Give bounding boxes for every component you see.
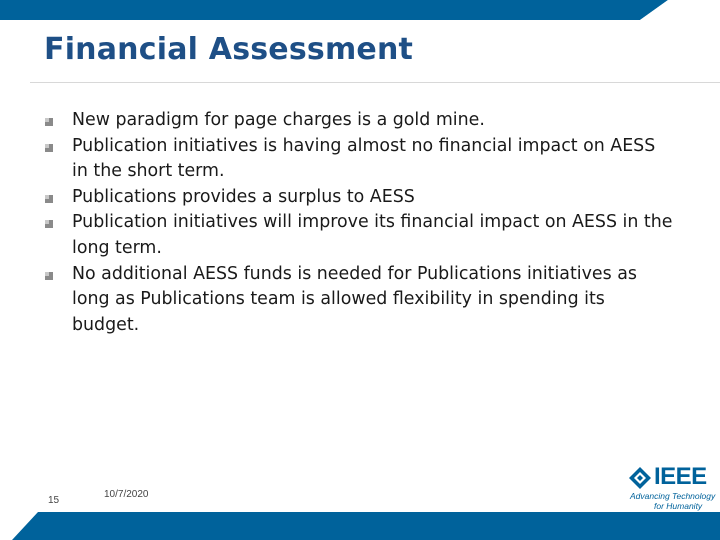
header-bar — [0, 0, 720, 20]
ieee-diamond-icon — [628, 466, 652, 490]
bullet-text: No additional AESS funds is needed for Publications initiatives as long as Publications team is allowed flexibility in spending its budget. — [72, 263, 637, 335]
page-number: 15 — [48, 495, 60, 506]
bullet-item — [44, 210, 674, 261]
logo-tagline-line2: for Humanity — [654, 501, 703, 511]
bullet-text: Publication initiatives will improve its financial impact on AESS in the long term. — [72, 212, 673, 258]
slide-title: Financial Assessment — [44, 32, 414, 67]
footer-bar — [0, 512, 720, 540]
bullet-text: New paradigm for page charges is a gold mine. — [72, 110, 485, 130]
square-bullet-icon — [44, 194, 54, 204]
bullet-item — [44, 262, 674, 339]
bullet-text: Publication initiatives is having almost no financial impact on AESS in the short term. — [72, 135, 656, 182]
bullet-item — [44, 108, 674, 134]
logo-wordmark: IEEE — [654, 463, 707, 490]
title-divider — [30, 82, 720, 83]
slide-date: 10/7/2020 — [104, 489, 149, 500]
bullet-item — [44, 134, 674, 185]
square-bullet-icon — [44, 271, 54, 281]
square-bullet-icon — [44, 219, 54, 229]
bullet-item — [44, 185, 674, 211]
ieee-logo — [628, 463, 716, 511]
square-bullet-icon — [44, 117, 54, 127]
bullet-text: Publications provides a surplus to AESS — [72, 186, 415, 207]
square-bullet-icon — [44, 143, 54, 153]
logo-tagline-line1: Advancing Technology — [630, 491, 716, 501]
bullet-list — [44, 108, 674, 338]
